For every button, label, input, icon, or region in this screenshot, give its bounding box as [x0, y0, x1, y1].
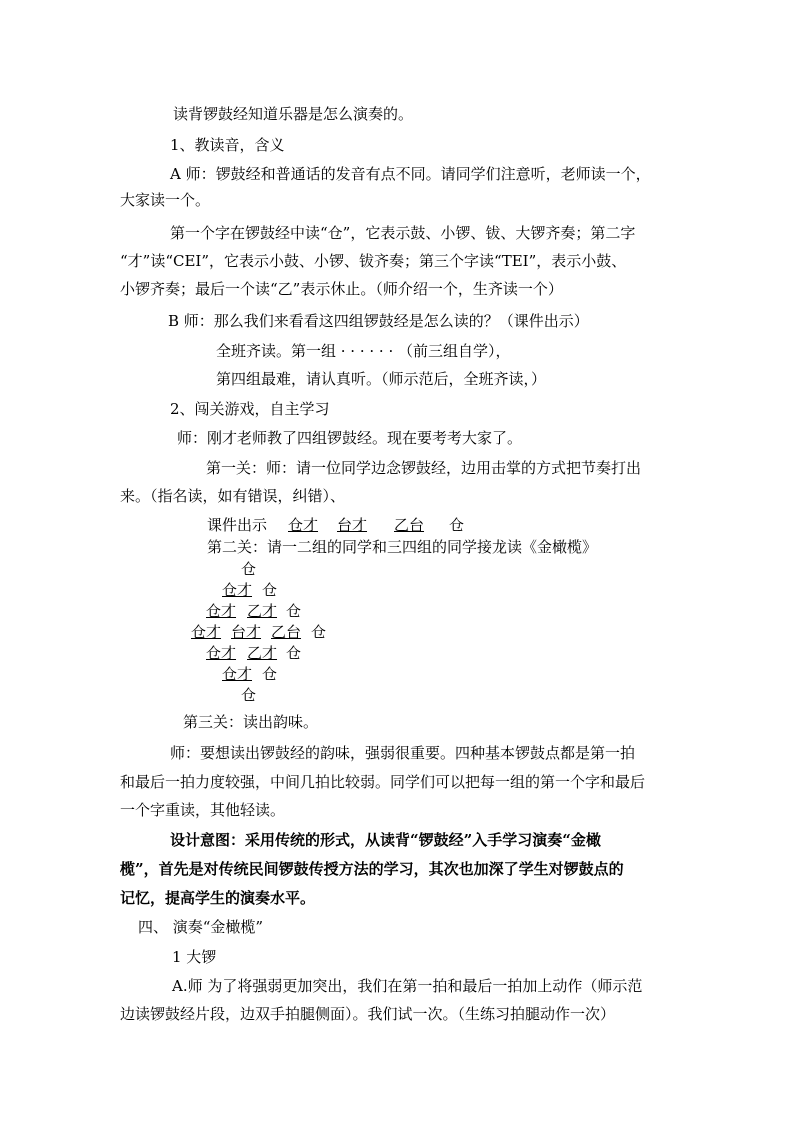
design-intent-line: 榄”，首先是对传统民间锣鼓传授方法的学习，其次也加深了学生对锣鼓点的 — [120, 860, 624, 878]
paragraph-line: A 师：锣鼓经和普通话的发音有点不同。请同学们注意听，老师读一个， — [170, 165, 651, 183]
pyramid-cell: 仓才 — [206, 644, 237, 662]
paragraph-line: 一个字重读，其他轻读。 — [120, 801, 286, 819]
paragraph-line: 边读锣鼓经片段，边双手拍腿侧面）。我们试一次。（生练习拍腿动作一次） — [120, 1005, 616, 1023]
paragraph-line: 小锣齐奏；最后一个读“乙”表示休止。（师介绍一个，生齐读一个） — [120, 280, 563, 298]
design-intent-line: 设计意图：采用传统的形式，从读背“锣鼓经”入手学习演奏“金橄 — [170, 831, 601, 849]
pyramid-cell: 仓 — [262, 581, 278, 599]
courseware-label: 课件出示 — [207, 516, 268, 534]
pyramid-cell: 乙才 — [247, 644, 278, 662]
pyramid-row — [241, 559, 256, 579]
gong-group-3: 乙台 — [394, 516, 425, 534]
pyramid-cell: 仓 — [286, 644, 302, 662]
pyramid-cell: 仓 — [311, 623, 327, 641]
pyramid-cell: 仓 — [241, 686, 257, 704]
paragraph-line: 师：要想读出锣鼓经的韵味，强弱很重要。四种基本锣鼓点都是第一拍 — [170, 744, 636, 762]
paragraph-line: 第三关：读出韵味。 — [183, 713, 319, 731]
paragraph-line: 师：刚才老师教了四组锣鼓经。现在要考考大家了。 — [177, 429, 523, 447]
design-intent-line: 记忆，提高学生的演奏水平。 — [120, 889, 316, 907]
paragraph-line: 全班齐读。第一组 · · · · · · （前三组自学）， — [216, 342, 511, 360]
pyramid-cell: 仓才 — [191, 623, 222, 641]
paragraph-line: “才”读“CEI”，它表示小鼓、小锣、钹齐奏；第三个字读“TEI”，表示小鼓、 — [120, 252, 627, 270]
paragraph-line: 大家读一个。 — [120, 191, 211, 209]
pyramid-cell: 仓才 — [222, 665, 253, 683]
pyramid-cell: 仓才 — [206, 602, 237, 620]
paragraph-line: 第二关：请一二组的同学和三四组的同学接龙读《金橄榄》 — [207, 538, 598, 556]
paragraph-line: B 师：那么我们来看看这四组锣鼓经是怎么读的？（课件出示） — [168, 312, 589, 330]
pyramid-cell: 仓 — [241, 560, 257, 578]
paragraph-line: 第四组最难，请认真听。（师示范后，全班齐读，） — [216, 370, 547, 388]
pyramid-row — [241, 685, 256, 705]
pyramid-cell: 台才 — [231, 623, 262, 641]
pyramid-cell: 仓 — [286, 602, 302, 620]
pyramid-cell: 乙台 — [271, 623, 302, 641]
gong-group-1: 仓才 — [288, 516, 319, 534]
pyramid-cell: 仓 — [262, 665, 278, 683]
section-heading: 1、教读音，含义 — [170, 136, 285, 154]
gong-group-4: 仓 — [449, 516, 465, 534]
paragraph-line: 第一个字在锣鼓经中读“仓”，它表示鼓、小锣、钹、大锣齐奏；第二字 — [170, 224, 636, 242]
paragraph-line: 第一关：师：请一位同学边念锣鼓经，边用击掌的方式把节奏打出 — [206, 459, 642, 477]
section-heading: 2、闯关游戏，自主学习 — [170, 400, 330, 418]
paragraph-line: A.师 为了将强弱更加突出，我们在第一拍和最后一拍加上动作（师示范 — [172, 977, 643, 995]
paragraph-line: 来。（指名读，如有错误，纠错）、 — [120, 487, 346, 505]
paragraph-line: 读背锣鼓经知道乐器是怎么演奏的。 — [173, 105, 414, 123]
paragraph-line: 和最后一拍力度较强，中间几拍比较弱。同学们可以把每一组的第一个字和最后 — [120, 773, 646, 791]
section-heading: 四、 演奏“金橄榄” — [138, 918, 264, 936]
pyramid-cell: 仓才 — [222, 581, 253, 599]
gong-group-2: 台才 — [337, 516, 368, 534]
sub-heading: 1 大锣 — [172, 948, 217, 966]
pyramid-cell: 乙才 — [247, 602, 278, 620]
